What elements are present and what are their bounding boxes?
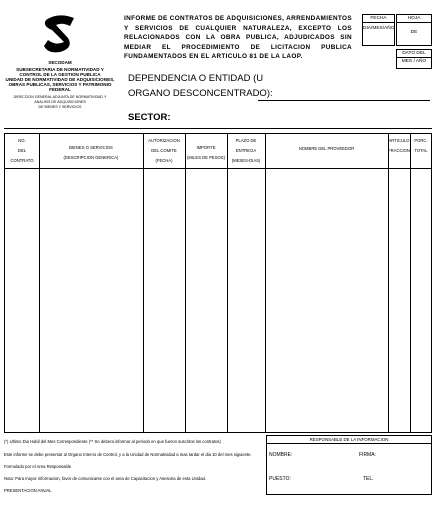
hoja-sub: DE (410, 30, 418, 35)
dato-label: DATO DEL (397, 50, 431, 58)
column-divider (410, 134, 411, 432)
form-title: INFORME DE CONTRATOS DE ADQUISICIONES, ARRENDAMIENTOS Y SERVICIOS DE CUALQUIER NATURALEZA, EXCEPTO LOS RELACIONADOS CON LA OBRA PUBLICA, ADJUDICADOS SIN MEDIAR EL PROCEDIMIENTO DE LICITACION PUBLICA FUNDAMENTADOS EN EL ARTICULO 81 DE LA LAOP. (124, 15, 352, 61)
org-tiny-1: DIRECCION GENERAL ADJUNTA DE NORMATIVIDAD Y (13, 95, 107, 99)
sector-divider (4, 128, 432, 129)
org-name: SECODAM (48, 60, 72, 65)
header-importe (185, 143, 227, 163)
column-divider (227, 134, 228, 432)
header-autorizacion (143, 136, 185, 166)
responsable-box (266, 435, 432, 495)
column-divider (39, 134, 40, 432)
column-divider (185, 134, 186, 432)
header-text: BIENES O SERVICIOS (69, 145, 113, 150)
header-text: AUTORIZACION (148, 138, 180, 143)
header-text: (FECHA) (155, 158, 173, 163)
dependencia-input-line[interactable] (258, 100, 430, 101)
dato-box[interactable] (396, 49, 432, 69)
header-proveedor (265, 144, 388, 154)
org-line-5: FEDERAL (49, 87, 71, 92)
header-text: DEL COMITE (151, 148, 177, 153)
footer-note-3: Formulado por el Area Responsable (4, 464, 72, 469)
hoja-box[interactable] (396, 14, 432, 46)
sector-label: SECTOR: (128, 112, 171, 123)
header-text: (DESCRIPCION GENERICA) (63, 155, 119, 160)
org-tiny-2: ANALISIS DE ADQUISICIONES (34, 100, 86, 104)
org-line-4: OBRAS PUBLICAS, SERVICIOS Y PATRIMONIO (8, 82, 112, 87)
header-text: PORC. (414, 138, 428, 143)
fecha-label: FECHA (363, 15, 394, 23)
footer-note-1: (*) Ultimo Dia Habil del Mes Correspondiente (** Se debera informar al periodo en que fueron suscritos los contratos) (4, 439, 221, 444)
header-porcentaje (410, 136, 432, 156)
organization-logo-icon (38, 10, 82, 54)
organo-label: ORGANO DESCONCENTRADO): (128, 88, 273, 99)
fecha-box[interactable] (362, 14, 395, 46)
dependencia-label: DEPENDENCIA O ENTIDAD (U (128, 73, 264, 84)
org-line-3: UNIDAD DE NORMATIVIDAD DE ADQUISICIONES, (5, 77, 115, 82)
dato-sub: MES / AÑO (401, 59, 427, 64)
header-text: FRACCION (388, 148, 410, 153)
header-text: (MESES-DIAS) (231, 158, 261, 163)
column-divider (388, 134, 389, 432)
footer-note-5: PRESENTACION ANUAL (4, 488, 52, 493)
header-text: TOTAL (414, 148, 428, 153)
header-text: (MILES DE PESOS) (187, 155, 225, 160)
header-plazo (227, 136, 265, 166)
table-header-divider (5, 168, 431, 169)
hoja-label: HOJA (397, 15, 431, 23)
header-contrato (5, 136, 39, 166)
footer-note-2: Este informe se debe presentar al Organo Interno de Control, y a la Unidad de Normatividad a mas tardar el dia 10 del mes siguiente. (4, 452, 252, 457)
responsable-title: RESPONSABLE DE LA INFORMACION (267, 436, 431, 444)
header-articulo (388, 136, 410, 156)
nombre-label: NOMBRE: (269, 452, 293, 458)
header-text: NOMBRE DEL PROVEEDOR (298, 146, 355, 151)
column-divider (265, 134, 266, 432)
org-tiny-3: DE BIENES Y SERVICIOS (38, 105, 82, 109)
header-bienes (39, 143, 143, 163)
org-line-2: CONTROL DE LA GESTION PUBLICA (19, 72, 101, 77)
header-text: NO. (18, 138, 26, 143)
firma-label: FIRMA: (359, 452, 376, 458)
header-text: ARTICULO (388, 138, 410, 143)
tel-label: TEL. (363, 476, 374, 482)
header-text: ENTREGA (235, 148, 257, 153)
header-text: IMPORTE (196, 145, 216, 150)
contracts-table (4, 133, 432, 433)
column-divider (143, 134, 144, 432)
header-text: DEL (17, 148, 27, 153)
org-line-1: SUBSECRETARIA DE NORMATIVIDAD Y (16, 67, 104, 72)
header-text: PLAZO DE (235, 138, 257, 143)
header-text: CONTRATO (10, 158, 34, 163)
fecha-sub: DIA/MES/AÑO (363, 26, 394, 31)
puesto-label: PUESTO: (269, 476, 291, 482)
footer-note-4: Nota: Para mayor informacion, favor de comunicarse con el area de Capacitacion y Asesoria de esta Unidad. (4, 476, 207, 481)
